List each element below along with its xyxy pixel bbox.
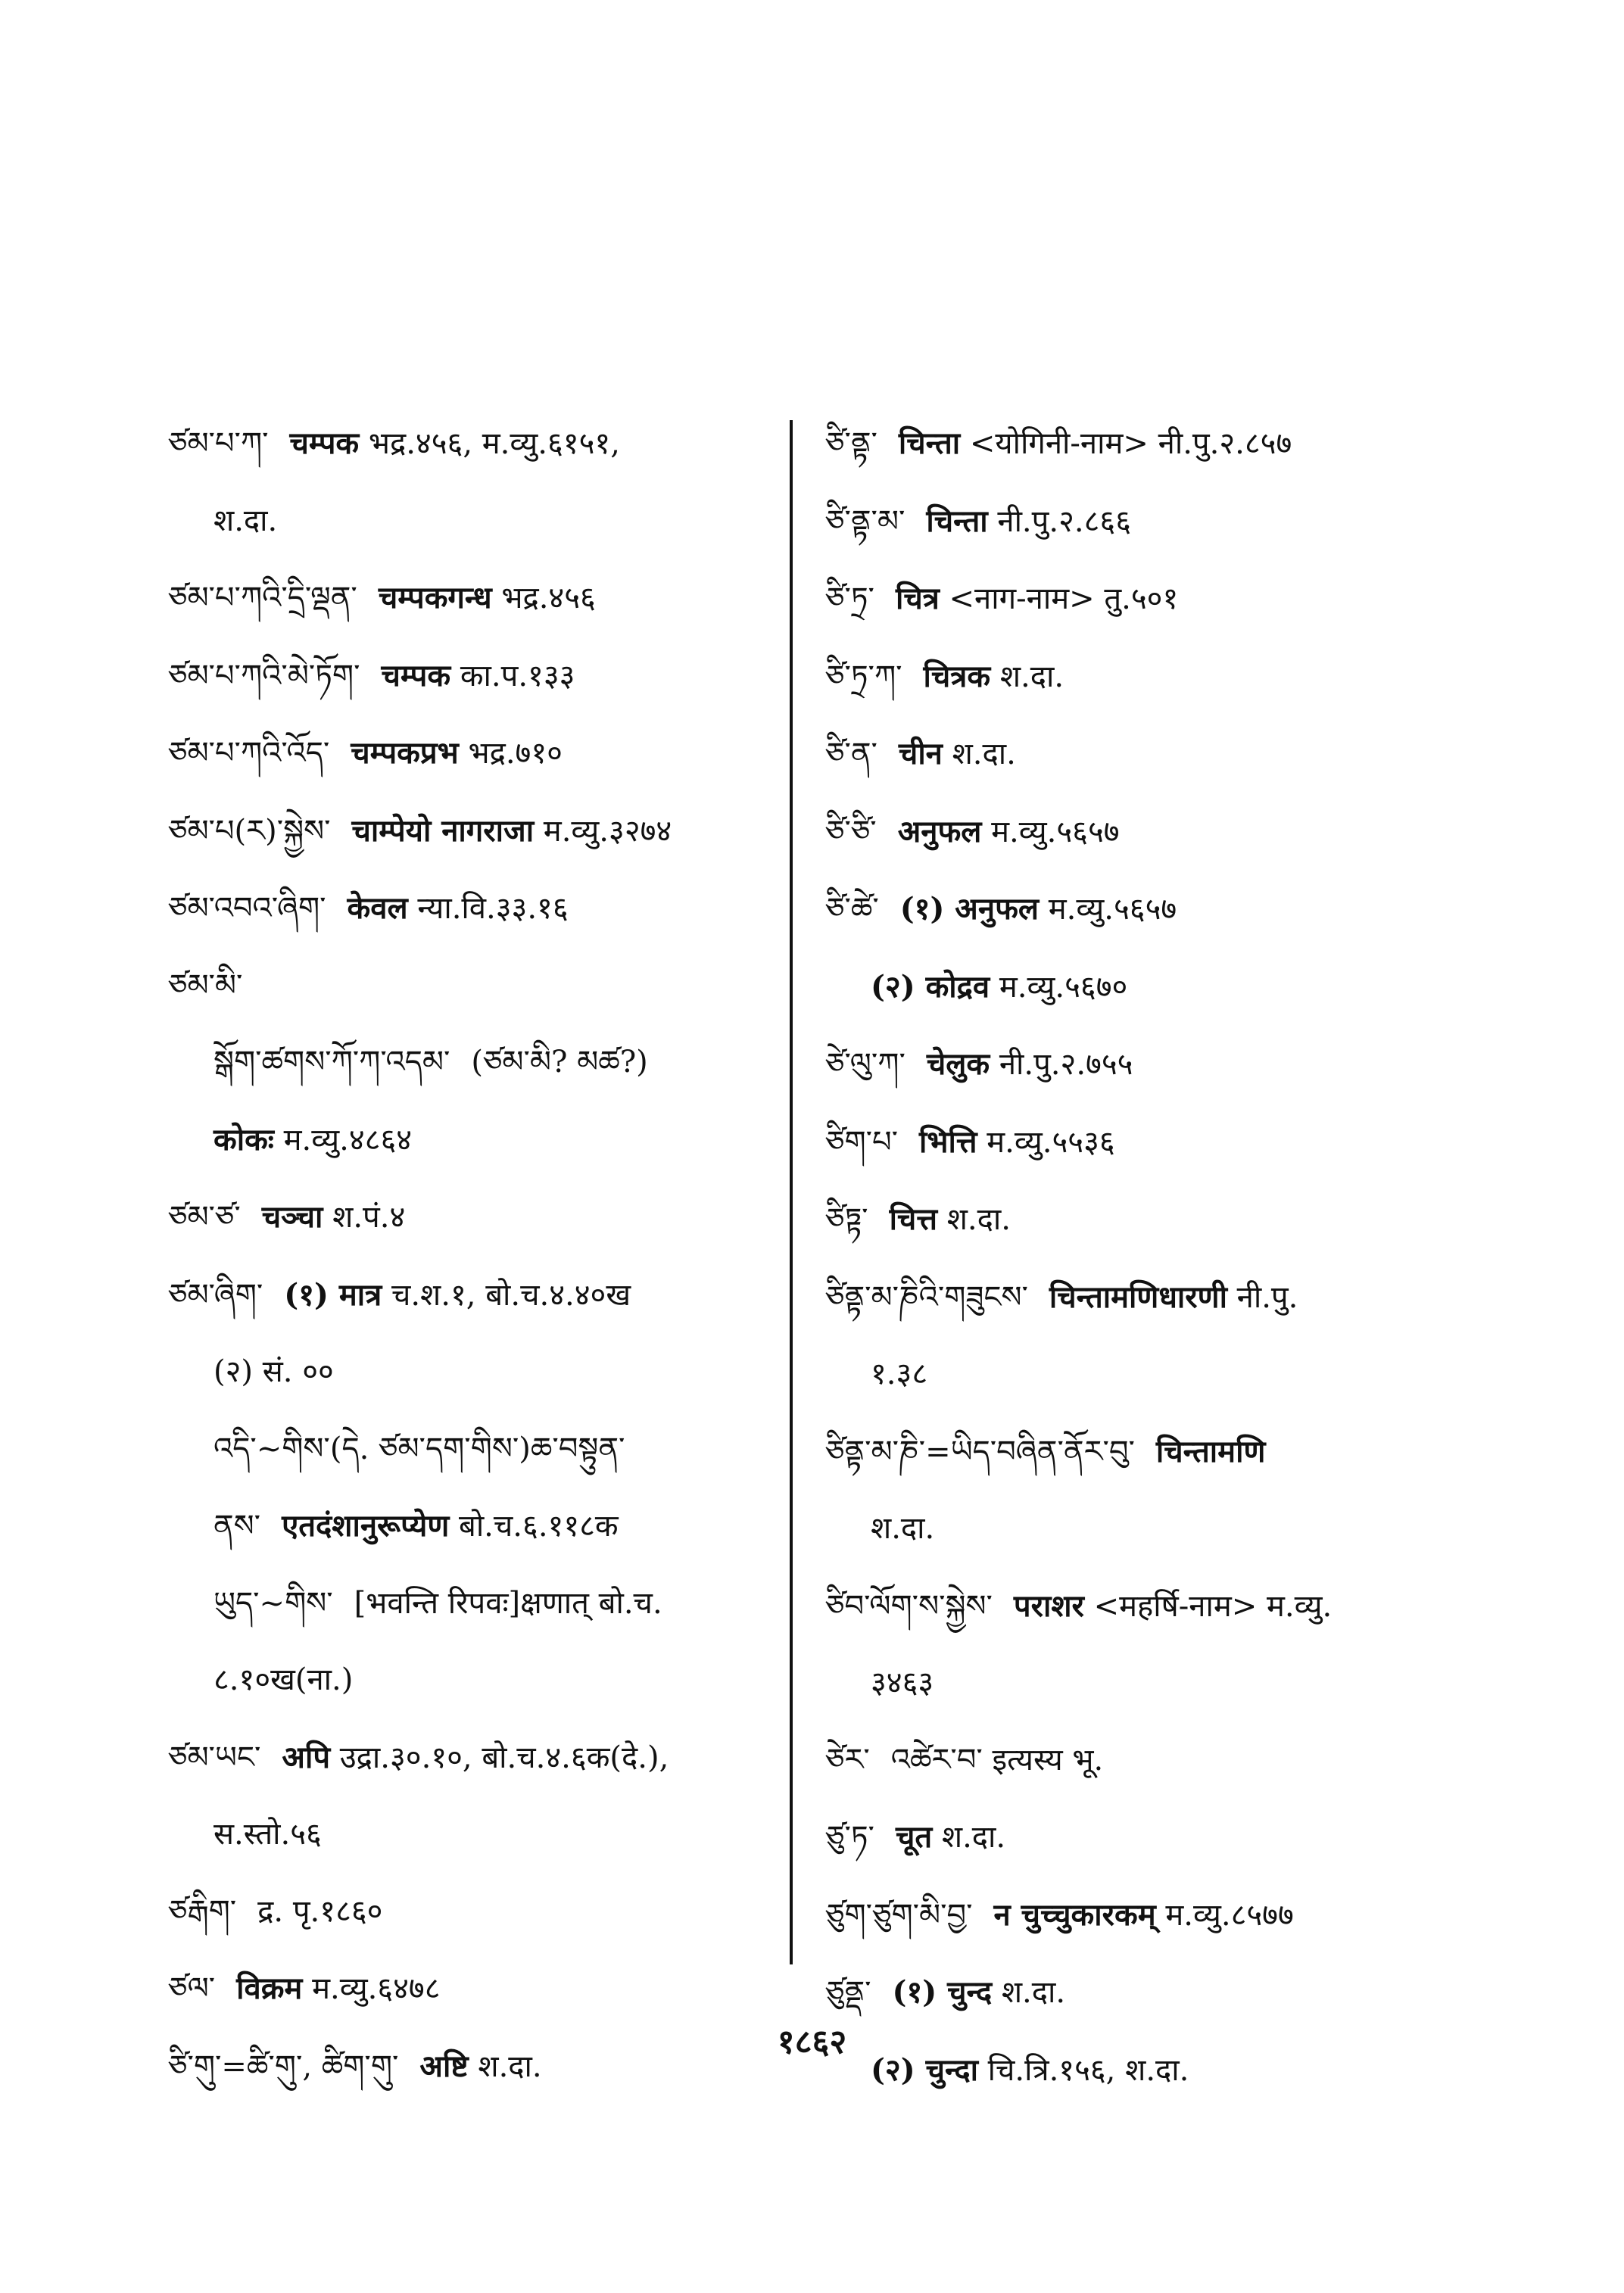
sanskrit-gloss: चिन्तामणिधारणी — [1049, 1279, 1227, 1315]
tibetan-headword: ཙམ་པ་ཀའི་དྲི་ལྡན་ — [168, 581, 357, 615]
entry — [168, 870, 774, 948]
tibetan-headword: ཙི་ནྟ་ — [825, 426, 877, 461]
tibetan-headword: ཙུནྡ་ — [825, 1975, 871, 2010]
entry — [168, 1719, 774, 1797]
left-column — [168, 405, 774, 2105]
entry — [825, 715, 1431, 793]
sanskrit-gloss: चित्रक — [923, 658, 991, 694]
entry — [825, 1799, 1431, 1877]
tibetan-headword: ཙམ་པ(ར)་སྐྱེས་ — [168, 813, 331, 849]
sanskrit-gloss: विक्रम — [236, 1971, 303, 2006]
tibetan-headword: ཙི་ཙི་ — [825, 814, 877, 849]
tibetan-headword: ཙེ་ལུ་ཀ་ — [825, 1047, 906, 1082]
sanskrit-gloss: (२) चुन्दा — [871, 2052, 978, 2088]
reference: द्र. पृ.१८६० — [257, 1893, 383, 1929]
tibetan-headword: ཙམ་པ་ཀའི་མེ་ཏོག་ — [168, 658, 360, 693]
tibetan-headword: ཙམ་པ་ཀ་ — [168, 426, 269, 461]
reference: <महर्षि-नाम> म.व्यु. — [1093, 1588, 1333, 1624]
entry — [825, 1877, 1431, 1955]
right-column — [825, 405, 1431, 2109]
entry — [825, 560, 1431, 638]
entry — [825, 1259, 1431, 1337]
sanskrit-gloss: भित्ति — [919, 1123, 977, 1160]
sanskrit-gloss: चिन्ता — [898, 425, 961, 461]
entry — [168, 1179, 774, 1257]
sanskrit-gloss: केवल — [347, 890, 408, 926]
tibetan-headword: ཙིག་པ་ — [825, 1124, 899, 1160]
tibetan-phrase: ཡུད་~གིས་ — [214, 1585, 333, 1621]
sanskrit-gloss: पराशर — [1013, 1587, 1084, 1624]
tibetan-headword: ཙམ་འབའ་ཞིག་ — [168, 891, 326, 926]
reference: श.दा. — [871, 1511, 935, 1546]
sanskrit-gloss: न चुच्चुकारकम् — [993, 1896, 1156, 1933]
tibetan-phrase: འདི་~གིས་(དེ. ཙམ་དག་གིས་)ཆ་བསྟུན་ — [214, 1431, 625, 1466]
entry — [825, 1413, 1431, 1491]
entry — [168, 1950, 774, 2028]
entry-subphrase — [168, 1411, 774, 1488]
sanskrit-gloss: अपि — [282, 1739, 331, 1775]
reference: ८.१०ख(ना.) — [214, 1662, 354, 1697]
entry — [825, 1181, 1431, 1259]
entry-continuation — [825, 1336, 1431, 1413]
entry — [825, 1722, 1431, 1799]
reference: श.दा. — [478, 2048, 542, 2084]
entry-continuation — [825, 1491, 1431, 1568]
tibetan-headword: ཙེར་ — [825, 1742, 870, 1777]
entry — [825, 871, 1431, 949]
reference: च.श.१, बो.च.४.४०ख — [391, 1277, 631, 1313]
sanskrit-gloss: चम्पकप्रभ — [351, 735, 459, 771]
reference: बो.च.६.११८क — [458, 1509, 619, 1544]
reference: ३४६३ — [871, 1665, 934, 1700]
sanskrit-gloss: (१) अनुफल — [899, 891, 1040, 927]
reference: नी.पु.२.८६६ — [997, 503, 1131, 539]
entry-continuation — [168, 483, 774, 560]
tibetan-headword: ཙམ་ཞིག་ — [168, 1277, 263, 1313]
reference: नी.पु. — [1236, 1279, 1298, 1315]
tibetan-headword: ཙི་ནྟ་མ་ — [825, 503, 906, 539]
entry — [825, 1568, 1431, 1646]
sanskrit-gloss: चेलुक — [926, 1046, 990, 1082]
entry — [168, 948, 774, 1025]
sanskrit-gloss: चूत — [895, 1819, 933, 1855]
sanskrit-gloss: चञ्चा — [261, 1199, 323, 1235]
reference: नी.पु.२.७५५ — [999, 1047, 1133, 1082]
sanskrit-gloss: (२) कोद्रव — [871, 968, 990, 1005]
entry-subphrase — [168, 1566, 774, 1643]
sanskrit-gloss: चाम्पेयो नागराजा — [351, 812, 535, 849]
sanskrit-gloss: (१) मात्र — [284, 1276, 382, 1313]
tibetan-headword: ཙམ་ཙ་ — [168, 1200, 241, 1235]
tibetan-headword: ཙུག་ཙུག་མི་བྱ་ — [825, 1897, 973, 1933]
tibetan-headword: ཙལ་ — [168, 1971, 216, 2006]
entry-sense — [825, 949, 1431, 1027]
reference: भद्र.४५६ — [501, 581, 596, 615]
entry-continuation — [168, 1101, 774, 1179]
reference: श.दा. — [1001, 1975, 1066, 2010]
entry-continuation — [168, 1488, 774, 1566]
reference: म.व्यु.८५७७ — [1165, 1897, 1294, 1933]
reference: भद्र.७१० — [468, 736, 563, 771]
sanskrit-gloss: कोकः — [214, 1121, 274, 1157]
tibetan-headword: ཙིབ་ལོག་ས་སྐྱེས་ — [825, 1588, 993, 1624]
tibetan-headword: ཙིནྟ་མ་ཎིའི་གཟུངས་ — [825, 1279, 1028, 1315]
tibetan-phrase: སྒོག་ཚགས་ཀོ་ཀ་འདམ་ — [214, 1045, 450, 1080]
reference: (२) सं. ०० — [214, 1354, 334, 1389]
sanskrit-gloss: (१) चुन्द — [892, 1974, 993, 2010]
reference: स.स्तो.५६ — [214, 1817, 322, 1852]
sanskrit-gloss: अष्टि — [419, 2048, 469, 2084]
tibetan-headword: ཙིཏྟ་ — [825, 1202, 868, 1237]
reference: [भवन्ति रिपवः]क्षणात् बो.च. — [354, 1585, 662, 1621]
reference: <योगिनी-नाम> नी.पु.२.८५७ — [969, 426, 1292, 461]
tibetan-headword: ཙི་ན་ — [825, 737, 877, 771]
entry — [168, 405, 774, 483]
reference: म.व्यु.६४७८ — [312, 1971, 441, 2006]
sanskrit-gloss: चित्र — [895, 581, 940, 616]
entry — [168, 637, 774, 715]
entry — [825, 1026, 1431, 1104]
reference: म.व्यु.५५३६ — [987, 1124, 1115, 1160]
entry — [825, 405, 1431, 483]
entry-continuation — [168, 1796, 774, 1874]
tibetan-headword: ཙུ་ཏ་ — [825, 1820, 874, 1855]
entry — [825, 1104, 1431, 1182]
reference: श.दा. — [946, 1202, 1011, 1237]
tibetan-headword: ཙམ་མི་ — [168, 967, 243, 1003]
reference: भद्र.४५६, म.व्यु.६१५१, — [368, 426, 620, 461]
sanskrit-gloss: चित्त — [889, 1201, 937, 1237]
entry — [825, 793, 1431, 871]
reference: न्या.वि.३३.१६ — [417, 891, 569, 926]
reference: (ཙམ་མི? མཚ?) — [471, 1045, 648, 1080]
page-number: १८६२ — [777, 2023, 847, 2061]
reference: म.व्यु.५६७० — [999, 969, 1128, 1005]
sanskrit-gloss: अनुफल — [897, 813, 982, 849]
entry — [168, 793, 774, 871]
tibetan-headword: ཙི་གུ་=ཚི་གུ་, ཚིག་གུ་ — [168, 2048, 399, 2084]
entry — [825, 483, 1431, 561]
reference: म.व्यु.५६५७ — [991, 814, 1120, 849]
reference: १.३८ — [871, 1357, 928, 1391]
sanskrit-gloss: चीन — [898, 736, 943, 771]
reference: म.व्यु.४८६४ — [283, 1122, 413, 1157]
entry-subphrase — [168, 1024, 774, 1101]
sanskrit-gloss: चम्पक — [381, 657, 451, 693]
column-divider — [790, 420, 793, 1964]
reference: उद्रा.३०.१०, बो.च.४.६क(दे.), — [339, 1740, 669, 1775]
entry — [168, 559, 774, 637]
reference: श.दा. — [999, 659, 1064, 694]
tibetan-phrase: ནས་ — [214, 1509, 261, 1544]
entry — [168, 1874, 774, 1951]
entry — [168, 1257, 774, 1335]
reference: चि.त्रि.१५६, श.दा. — [987, 2052, 1189, 2088]
reference: म.व्यु.५६५७ — [1048, 892, 1177, 927]
reference: श.पं.४ — [332, 1200, 406, 1235]
reference: श.दा. — [941, 1820, 1006, 1855]
entry — [825, 638, 1431, 716]
reference: का.प.१३३ — [460, 658, 575, 693]
tibetan-headword: ཙི་ཏྲ་ — [825, 581, 874, 616]
tibetan-headword: ཙི་ཚེ་ — [825, 892, 879, 927]
entry-continuation — [168, 1642, 774, 1719]
sanskrit-gloss: चिन्तामणि — [1155, 1433, 1266, 1469]
reference: श.दा. — [952, 737, 1016, 771]
sanskrit-gloss: एतदंशानुरूप्येण — [282, 1508, 450, 1544]
entry-sense — [168, 1334, 774, 1411]
sanskrit-gloss: चम्पक — [289, 425, 360, 461]
sanskrit-gloss: चम्पकगन्ध — [378, 580, 492, 615]
tibetan-headword: ཙི་ཏྲ་ཀ་ — [825, 659, 902, 694]
sanskrit-gloss: चिन्ता — [926, 503, 988, 539]
entry-continuation — [825, 1645, 1431, 1722]
reference: <नाग-नाम> तु.५०१ — [949, 581, 1179, 616]
reference: श.दा. — [214, 503, 278, 538]
reference: म.व्यु.३२७४ — [543, 813, 672, 849]
entry — [168, 715, 774, 793]
tibetan-headword: ཙརྒིག་ — [168, 1893, 237, 1929]
tibetan-headword: ཙམ་པ་ཀའི་འོད་ — [168, 736, 330, 771]
tibetan-headword: ཙིནྟ་མ་ཎི་=ཡིད་བཞིན་ནོར་བུ་ — [825, 1434, 1135, 1469]
tibetan-headword: ཙམ་ཡང་ — [168, 1740, 261, 1775]
reference: འཚེར་བ་ इत्यस्य भू. — [890, 1742, 1104, 1777]
